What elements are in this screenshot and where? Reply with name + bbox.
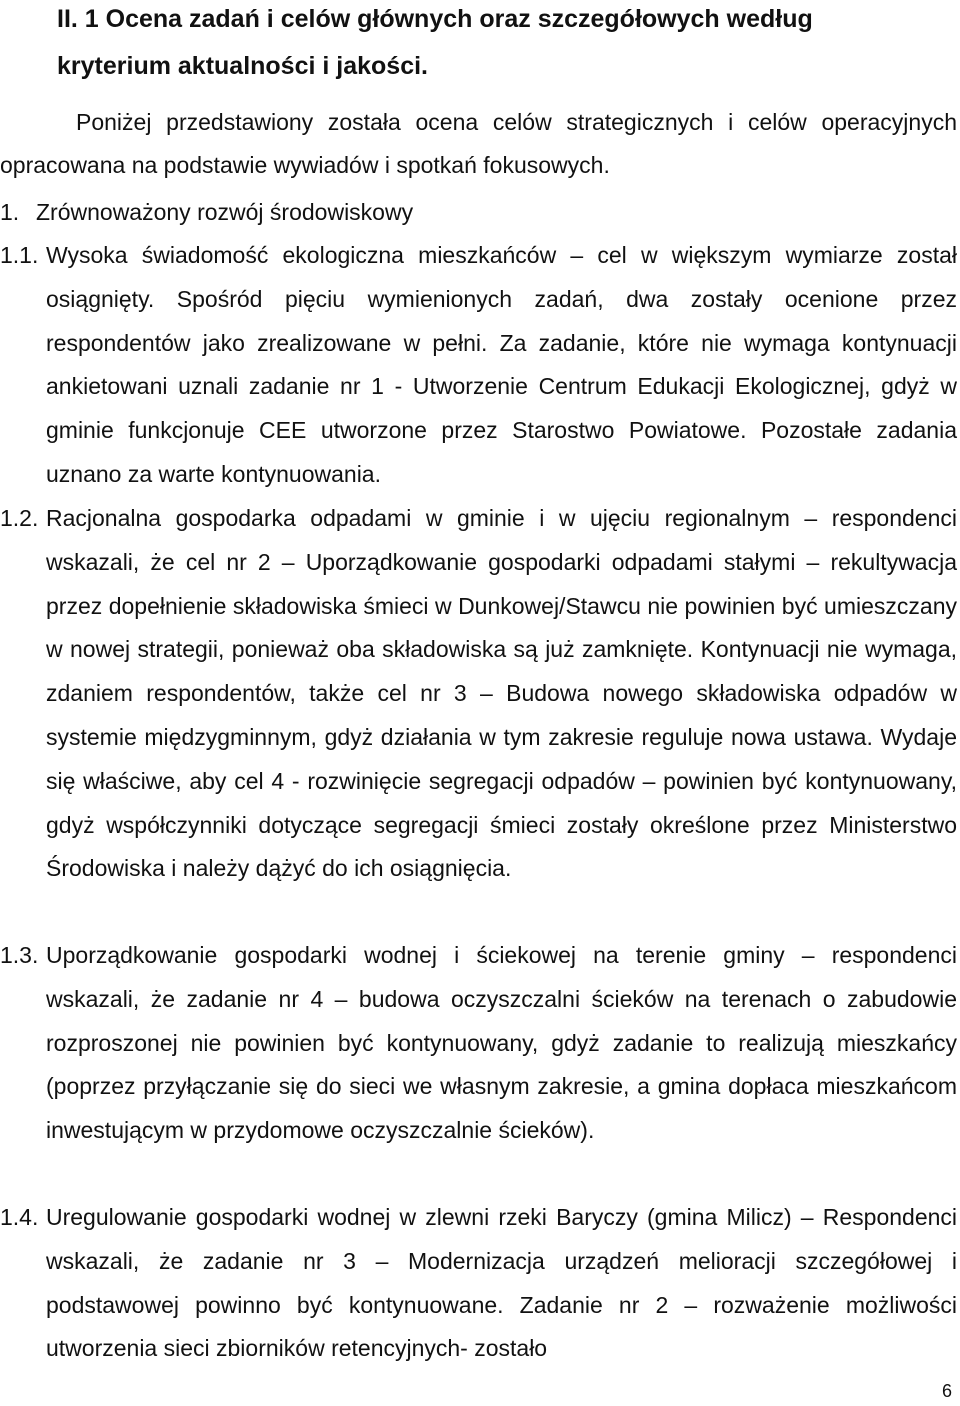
intro-paragraph: Poniżej przedstawiony została ocena celów strategicznych i celów operacyjnych opracowana na podstawie wywiadów i spotkań fokusowych.	[0, 109, 957, 178]
item-title: Wysoka świadomość ekologiczna mieszkańców – cel w większym wymiarze został osiągnięty.	[46, 242, 957, 312]
section-1-title: Zrównoważony rozwój środowiskowy	[36, 199, 414, 225]
item-title: Uregulowanie gospodarki wodnej w zlewni rzeki Baryczy (gmina Milicz) –	[46, 1204, 814, 1230]
item-1-1	[0, 234, 957, 497]
item-text: respondenci wskazali, że zadanie nr 4 – budowa oczyszczalni ścieków na terenach o zabudowie rozproszonej nie powinien być kontynuowany, gdyż zadanie to realizują mieszkańcy (poprzez przyłączanie się do sieci we własnym zakresie, a gmina dopłaca mieszkańcom inwestującym w przydomowe oczyszczalnie ścieków).	[46, 942, 957, 1144]
item-text: Spośród pięciu wymienionych zadań, dwa zostały ocenione przez respondentów jako zrealizowane w pełni. Za zadanie, które nie wymaga kontynuacji ankietowani uznali zadanie nr 1 - Utworzenie Centrum Edukacji Ekologicznej, gdyż w gminie funkcjonuje CEE utworzone przez Starostwo Powiatowe. Pozostałe zadania uznano za warte kontynuowania.	[46, 285, 957, 487]
item-1-3	[0, 934, 957, 1153]
heading-line-1: II. 1 Ocena zadań i celów głównych oraz szczegółowych według	[57, 5, 813, 33]
item-number: 1.1.	[0, 242, 39, 268]
heading-line-2: kryterium aktualności i jakości.	[57, 52, 428, 80]
section-1-number: 1.	[0, 199, 20, 225]
section-heading	[57, 0, 957, 90]
item-text: Respondenci wskazali, że zadanie nr 3 – Modernizacja urządzeń melioracji szczegółowej i podstawowej powinno być kontynuowane. Zadanie nr 2 – rozważenie możliwości utworzenia sieci zbiorników retencyjnych- zostało	[46, 1204, 958, 1362]
section-1	[0, 191, 957, 235]
item-number: 1.2.	[0, 505, 39, 531]
item-title: Uporządkowanie gospodarki wodnej i ściekowej na terenie gminy –	[46, 942, 815, 968]
item-number: 1.4.	[0, 1204, 39, 1230]
page-number: 6	[941, 1381, 952, 1401]
item-1-2	[0, 497, 957, 891]
item-number: 1.3.	[0, 942, 39, 968]
item-1-4	[0, 1196, 957, 1371]
item-title: Racjonalna gospodarka odpadami w gminie i w ujęciu regionalnym –	[46, 505, 818, 531]
item-text: respondenci wskazali, że cel nr 2 – Uporządkowanie gospodarki odpadami stałymi – rekultywacja przez dopełnienie składowiska śmieci w Dunkowej/Stawcu nie powinien być umieszczany w nowej strategii, ponieważ oba składowiska są już zamknięte. Kontynuacji nie wymaga, zdaniem respondentów, także cel nr 3 – Budowa nowego składowiska odpadów w systemie międzygminnym, gdyż działania w tym zakresie reguluje nowa ustawa. Wydaje się właściwe, aby cel 4 - rozwinięcie segregacji odpadów – powinien być kontynuowany, gdyż współczynniki dotyczące segregacji śmieci zostały określone przez Ministerstwo Środowiska i należy dążyć do ich osiągnięcia.	[46, 505, 957, 882]
